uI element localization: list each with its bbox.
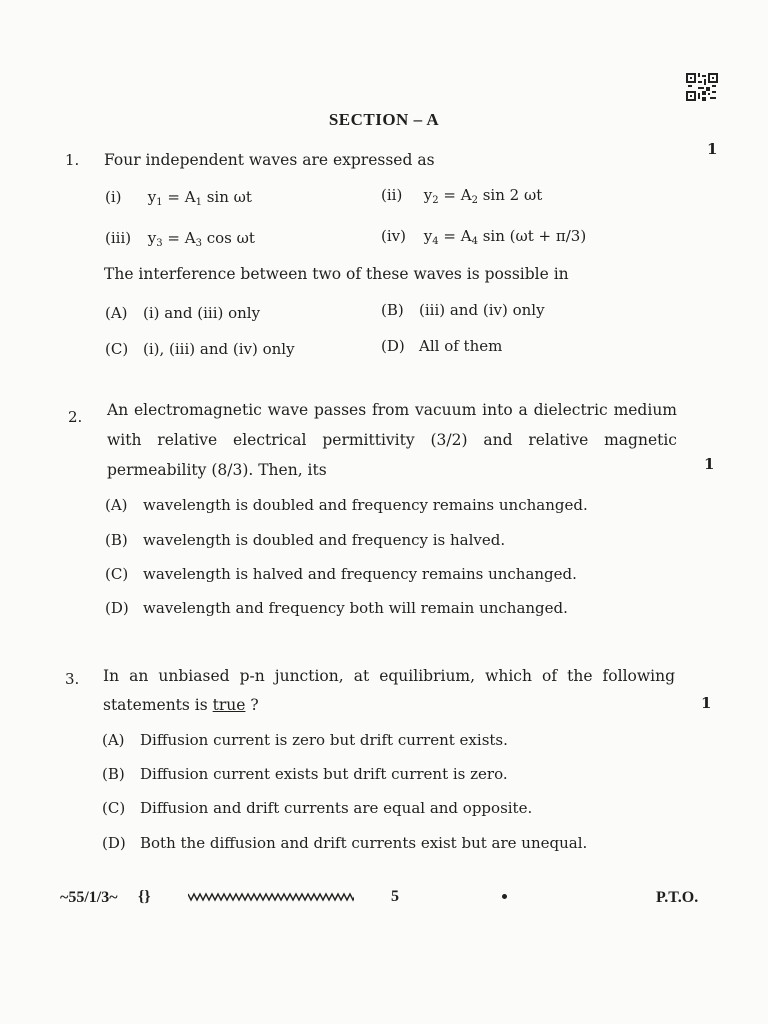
q3-option-a: (A) Diffusion current is zero but drift current exists. [102, 731, 508, 749]
q2-option-a: (A) wavelength is doubled and frequency remains unchanged. [105, 496, 588, 514]
qr-code-icon [686, 73, 718, 101]
q1-option-b: (B) (iii) and (iv) only [381, 301, 545, 319]
pto-label: P.T.O. [656, 889, 699, 906]
q2-text-line3: permeability (8/3). Then, its [107, 461, 327, 479]
q1-marks: 1 [707, 140, 718, 158]
footer-dot [502, 894, 507, 899]
q1-text: Four independent waves are expressed as [104, 151, 435, 169]
q1-option-a: (A) (i) and (iii) only [105, 304, 261, 322]
q2-option-b: (B) wavelength is doubled and frequency is halved. [105, 531, 506, 549]
q1-wave-iv: (iv) $y_4 = A_4$ sin (ωt + π/3) [381, 227, 587, 247]
section-title: SECTION – A [328, 110, 440, 129]
q2-marks: 1 [704, 455, 715, 473]
paper-code: ~55/1/3~ [60, 889, 118, 906]
q1-option-d: (D) All of them [381, 337, 503, 355]
q2-option-d: (D) wavelength and frequency both will remain unchanged. [105, 599, 568, 617]
q2-text-line2: with relative electrical permittivity (3/2) and relative magnetic [107, 431, 677, 449]
q2-text-line1: An electromagnetic wave passes from vacuum into a dielectric medium [107, 401, 677, 419]
q3-number: 3. [65, 670, 80, 688]
q3-option-d: (D) Both the diffusion and drift currents exist but are unequal. [102, 834, 588, 852]
q1-option-c: (C) (i), (iii) and (iv) only [105, 340, 295, 358]
q3-marks: 1 [701, 694, 712, 712]
q3-option-b: (B) Diffusion current exists but drift current is zero. [102, 765, 508, 783]
q3-text-line2: statements is true ? [103, 696, 259, 714]
q1-stem: The interference between two of these waves is possible in [104, 265, 569, 283]
q3-option-c: (C) Diffusion and drift currents are equal and opposite. [102, 799, 533, 817]
q1-wave-ii: (ii) $y_2 = A_2$ sin 2 ωt [381, 186, 543, 206]
emphasis-true: true [212, 696, 246, 714]
q2-option-c: (C) wavelength is halved and frequency remains unchanged. [105, 565, 577, 583]
q1-number: 1. [65, 151, 80, 169]
page-number: 5 [391, 888, 399, 905]
q1-wave-iii: (iii) $y_3 = A_3$ cos ωt [105, 229, 255, 249]
q3-text-line1: In an unbiased p-n junction, at equilibrium, which of the following [103, 667, 675, 685]
security-squiggle-icon [188, 890, 354, 904]
paper-braces: {} [138, 888, 151, 905]
q1-wave-i: (i) $y_1 = A_1$ sin ωt [105, 188, 252, 208]
q2-number: 2. [68, 408, 83, 426]
